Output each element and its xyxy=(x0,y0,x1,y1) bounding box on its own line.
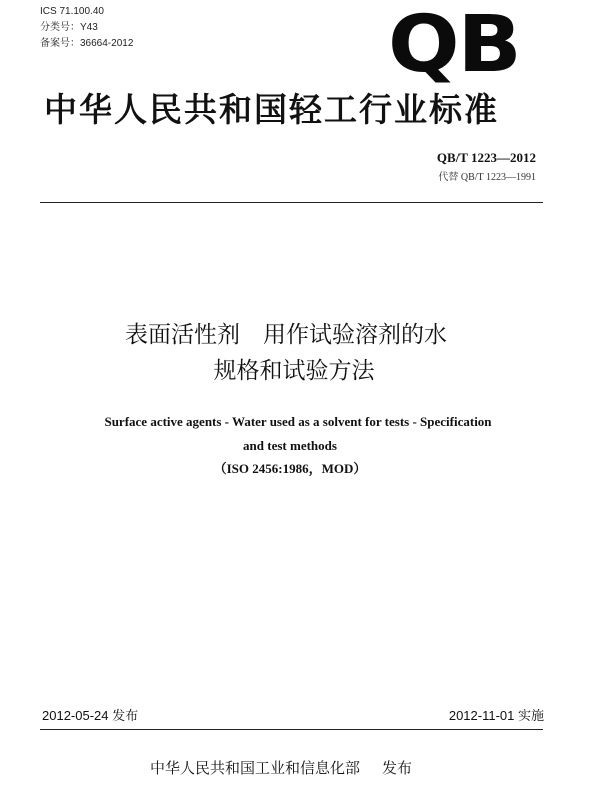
chinese-title-line-1: 表面活性剂 用作试验溶剂的水 xyxy=(125,322,447,348)
issue-date: 2012-05-24 发布 xyxy=(42,708,139,723)
top-divider xyxy=(40,202,543,203)
effective-date: 2012-11-01 实施 xyxy=(448,708,544,723)
filing-number: 备案号：36664-2012 xyxy=(40,38,134,49)
publisher-action: 发布 xyxy=(382,759,413,777)
chinese-title-line-2: 规格和试验方法 xyxy=(213,358,375,384)
standard-number: QB/T 1223—2012 xyxy=(436,150,536,165)
replaced-standard: 代替 QB/T 1223—1991 xyxy=(438,172,536,183)
metadata-block xyxy=(40,4,133,52)
english-title-line-1: Surface active agents - Water used as a solvent for tests - Specification xyxy=(104,414,492,429)
publisher-name: 中华人民共和国工业和信息化部 xyxy=(150,759,361,777)
standard-category-title: 中华人民共和国轻工行业标准 xyxy=(44,90,499,129)
publisher-line xyxy=(150,757,412,778)
ics-code: ICS 71.100.40 xyxy=(40,6,104,17)
classification-number: 分类号：Y43 xyxy=(40,22,98,33)
iso-reference: （ISO 2456:1986，MOD） xyxy=(213,461,367,476)
english-title-line-2: and test methods xyxy=(243,438,337,453)
bottom-divider xyxy=(40,729,543,730)
qb-logo: QB xyxy=(388,0,520,90)
